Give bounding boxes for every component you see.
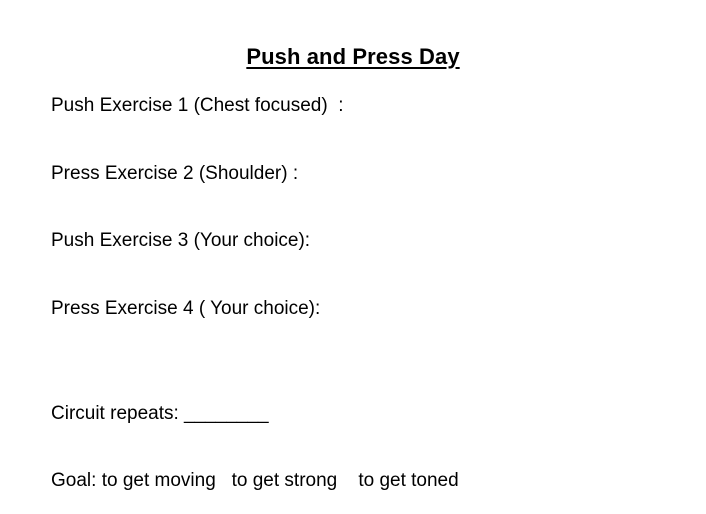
exercise-1-label: Push Exercise 1 (Chest focused) :	[51, 95, 344, 116]
circuit-repeats-label: Circuit repeats: ________	[51, 403, 269, 424]
goal-line: Goal: to get moving to get strong to get toned	[51, 470, 459, 491]
exercise-2-label: Press Exercise 2 (Shoulder) :	[51, 163, 299, 184]
exercise-3-label: Push Exercise 3 (Your choice):	[51, 230, 311, 251]
exercise-4-label: Press Exercise 4 ( Your choice):	[51, 298, 321, 319]
page-title: Push and Press Day	[246, 44, 460, 69]
